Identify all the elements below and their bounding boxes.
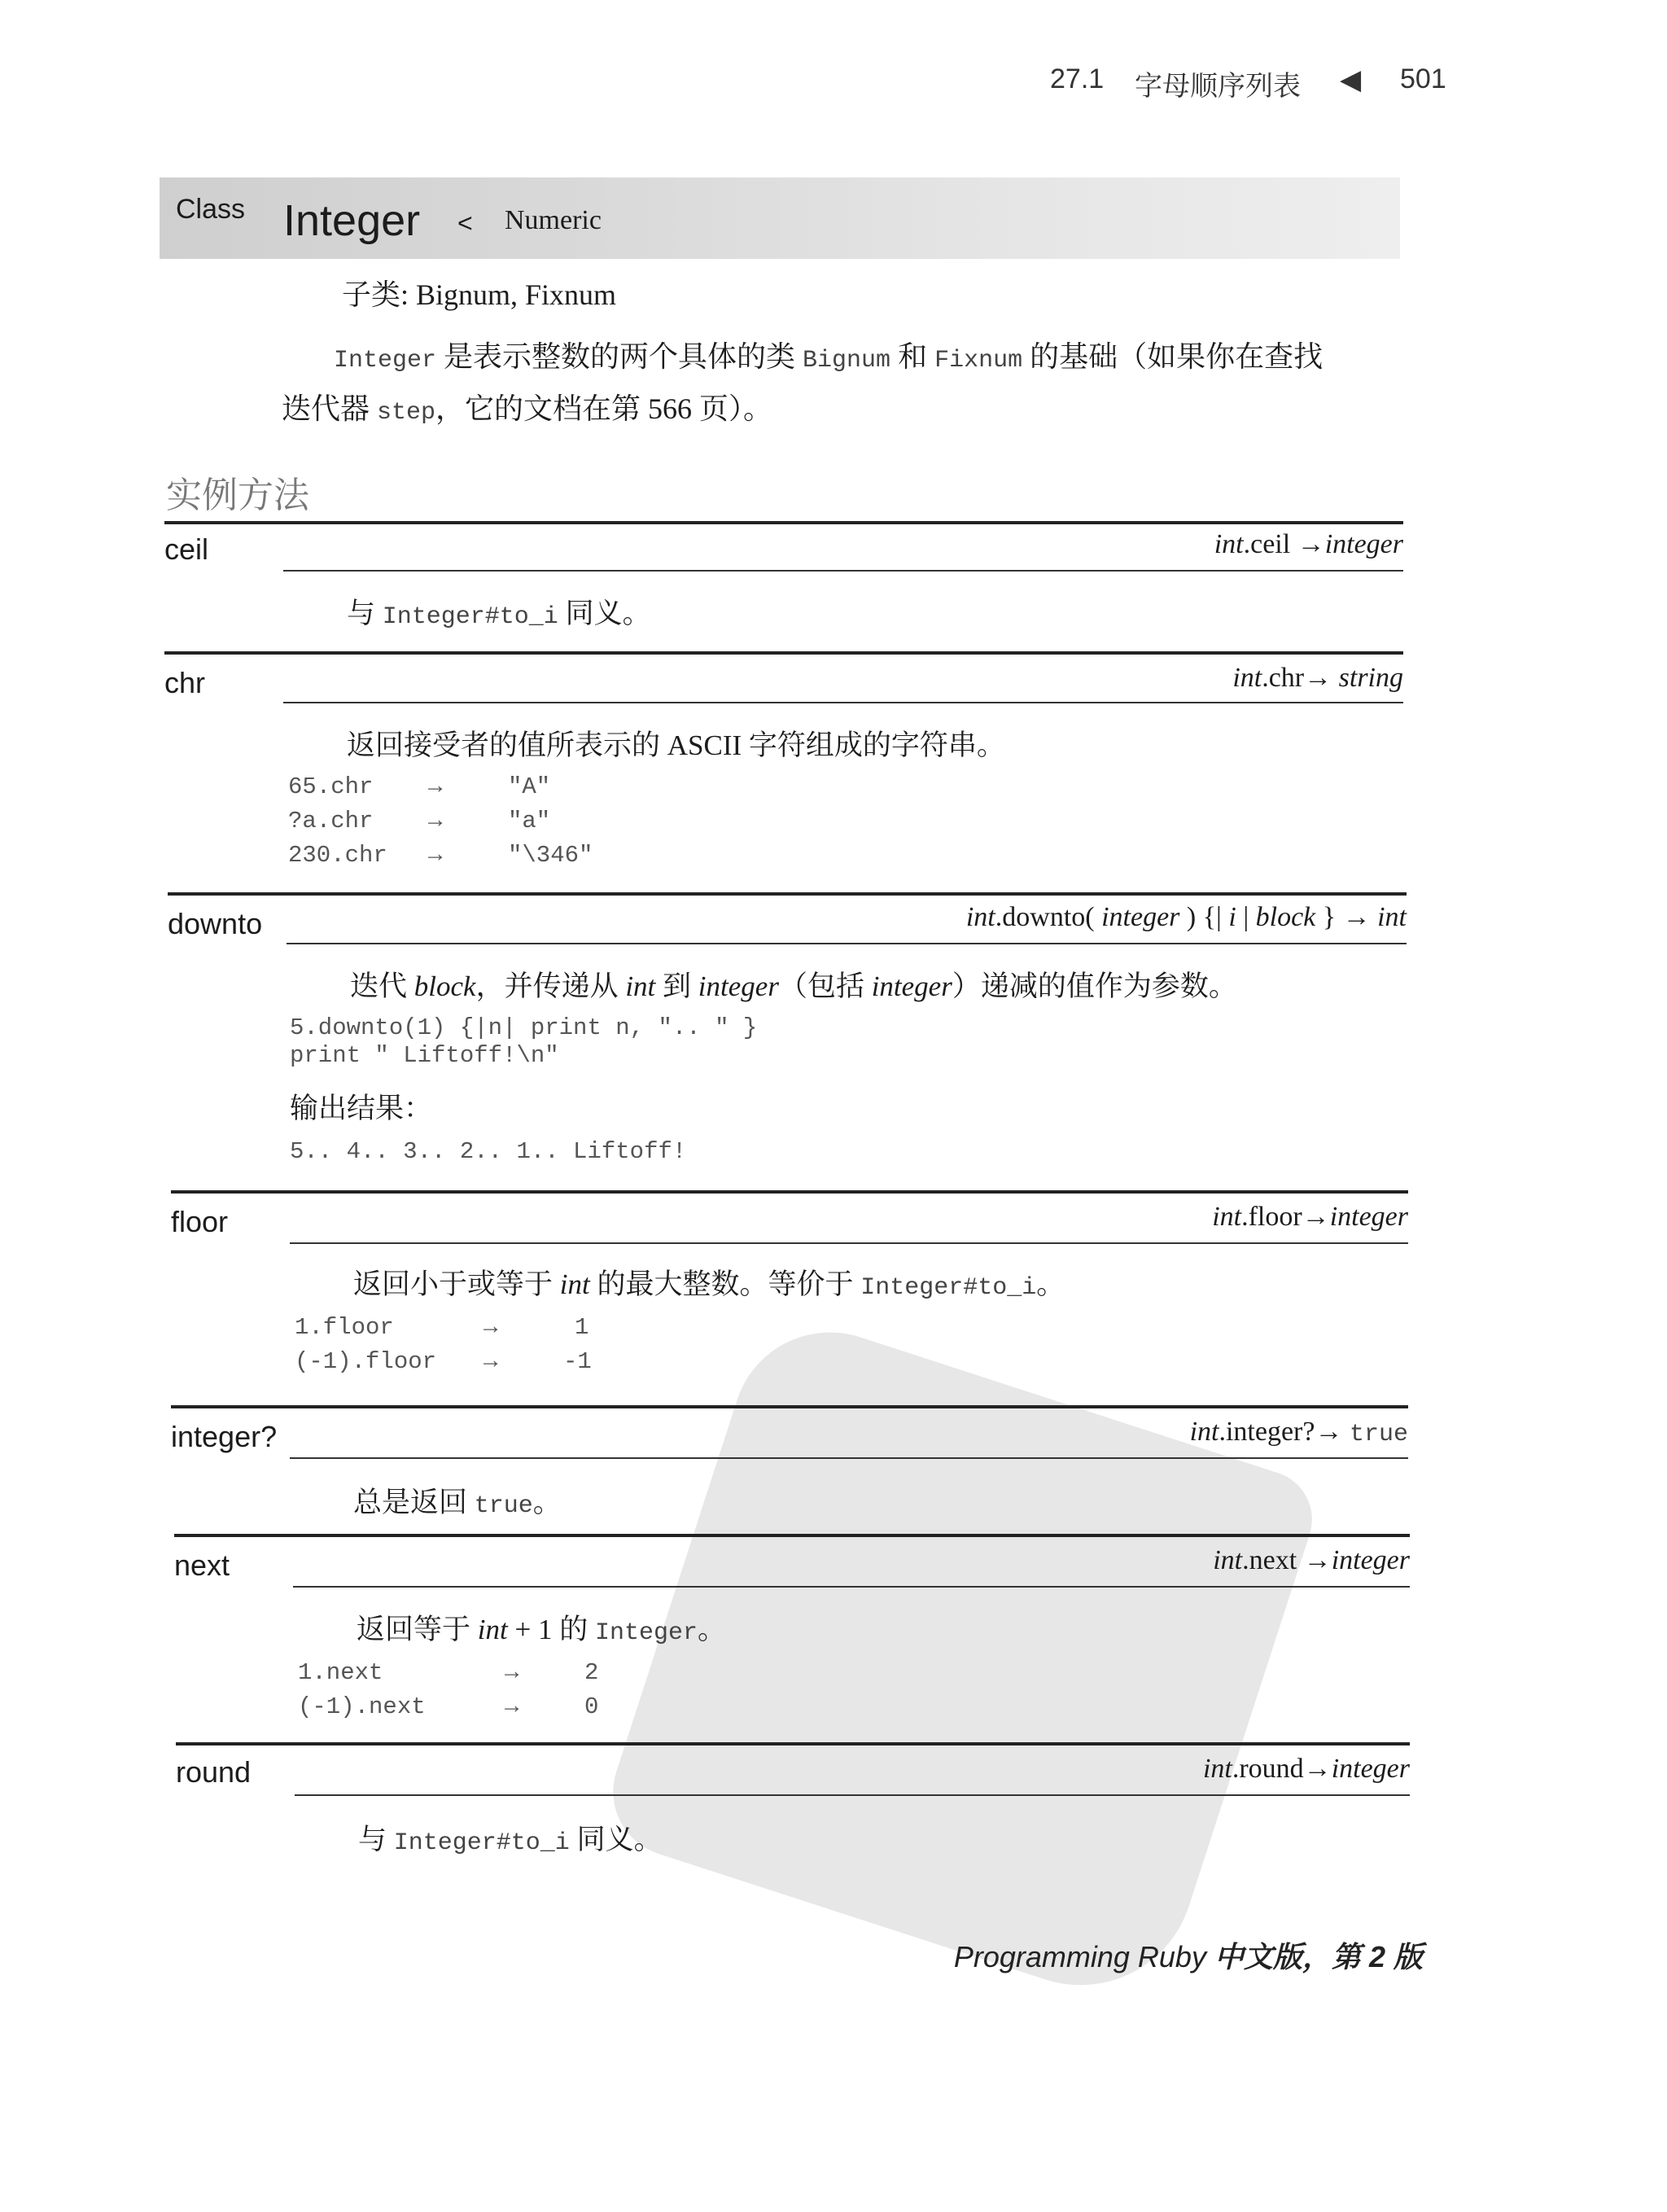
class-label: Class	[176, 194, 246, 225]
intro-line-1: Integer 是表示整数的两个具体的类 Bignum 和 Fixnum 的基础（如果你在查找	[334, 340, 1324, 375]
method-name: chr	[164, 666, 206, 699]
method-name: downto	[168, 907, 263, 940]
signature-rule	[295, 1794, 1410, 1796]
method-floor: floor int.floor→integer 返回小于或等于 int 的最大整数。等价于 Integer#to_i。 1.floor → 1 (-1).floor → -1	[171, 1190, 1408, 1402]
method-description: 迭代 block，并传递从 int 到 integer（包括 integer）递减的值作为参数。	[350, 970, 1237, 1002]
inherits-symbol: <	[457, 208, 473, 238]
output-label: 输出结果：	[290, 1093, 433, 1124]
method-name: next	[174, 1548, 230, 1582]
top-rule	[176, 1742, 1410, 1746]
method-description: 返回小于或等于 int 的最大整数。等价于 Integer#to_i。	[353, 1268, 1065, 1302]
method-signature: int.ceil →integer	[1214, 529, 1403, 559]
method-round	[176, 1742, 1410, 1864]
method-signature: int.next →integer	[1213, 1545, 1410, 1575]
top-rule	[168, 892, 1407, 896]
book-title: Programming Ruby	[953, 1940, 1206, 1973]
top-rule	[164, 521, 1403, 524]
code-bignum: Bignum	[803, 347, 891, 375]
method-signature: int.chr→ string	[1232, 663, 1403, 693]
section-number: 27.1	[1050, 64, 1105, 94]
method-description: 总是返回 true。	[353, 1487, 562, 1520]
method-description: 与 Integer#to_i 同义。	[358, 1824, 663, 1857]
book-footer	[954, 1934, 1423, 1976]
book-edition: 中文版，第 2 版	[1205, 1940, 1423, 1973]
method-next: next int.next →integer 返回等于 int + 1 的 Integer。 1.next → 2 (-1).next → 0	[174, 1534, 1410, 1737]
method-name: ceil	[164, 532, 209, 566]
output-text: 5.. 4.. 3.. 2.. 1.. Liftoff!	[290, 1138, 687, 1165]
page-number: 501	[1400, 64, 1446, 94]
superclass-name: Numeric	[505, 205, 602, 235]
signature-rule	[293, 1586, 1410, 1588]
method-signature: int.floor→integer	[1212, 1202, 1408, 1232]
code-step: step	[377, 399, 436, 427]
method-name: round	[176, 1755, 252, 1789]
running-header	[1050, 64, 1457, 104]
signature-rule	[283, 570, 1403, 572]
method-signature: int.downto( integer ) {| i | block } → int	[965, 902, 1407, 932]
intro-line-2: 迭代器 step，它的文档在第 566 页）。	[282, 392, 773, 427]
section-heading: 实例方法	[166, 475, 309, 515]
method-signature: int.round→integer	[1202, 1754, 1410, 1784]
method-signature: int.integer?→ true	[1189, 1417, 1408, 1448]
signature-rule	[283, 702, 1403, 703]
class-name: Integer	[283, 196, 421, 245]
method-description: 返回等于 int + 1 的 Integer。	[357, 1614, 727, 1647]
code-fixnum: Fixnum	[934, 347, 1023, 375]
method-description: 返回接受者的值所表示的 ASCII 字符组成的字符串。	[347, 729, 1005, 761]
method-name: floor	[171, 1205, 229, 1238]
top-rule	[164, 651, 1403, 655]
method-ceil	[164, 521, 1403, 643]
class-banner	[160, 177, 1400, 259]
top-rule	[171, 1405, 1408, 1408]
code-line-1: 5.downto(1) {|n| print n, ".. " }	[290, 1014, 758, 1041]
code-integer: Integer	[334, 347, 437, 375]
signature-rule	[287, 943, 1407, 944]
signature-rule	[290, 1457, 1408, 1459]
method-name: integer?	[171, 1420, 278, 1453]
subclasses-line: 子类: Bignum, Fixnum	[342, 278, 617, 311]
method-description: 与 Integer#to_i 同义。	[347, 598, 651, 631]
method-chr: chr int.chr→ string 返回接受者的值所表示的 ASCII 字符组成的字符串。 65.chr → "A" ?a.chr → "a" 230.chr → "\346"	[164, 651, 1403, 887]
signature-rule	[290, 1242, 1408, 1244]
section-title: 字母顺序列表	[1135, 71, 1301, 102]
top-rule	[174, 1534, 1410, 1537]
method-integer-q	[171, 1405, 1408, 1527]
top-rule	[171, 1190, 1408, 1194]
page-marker-icon: ◀	[1340, 64, 1362, 95]
method-downto	[168, 892, 1407, 1185]
code-line-2: print " Liftoff!\n"	[290, 1042, 559, 1069]
